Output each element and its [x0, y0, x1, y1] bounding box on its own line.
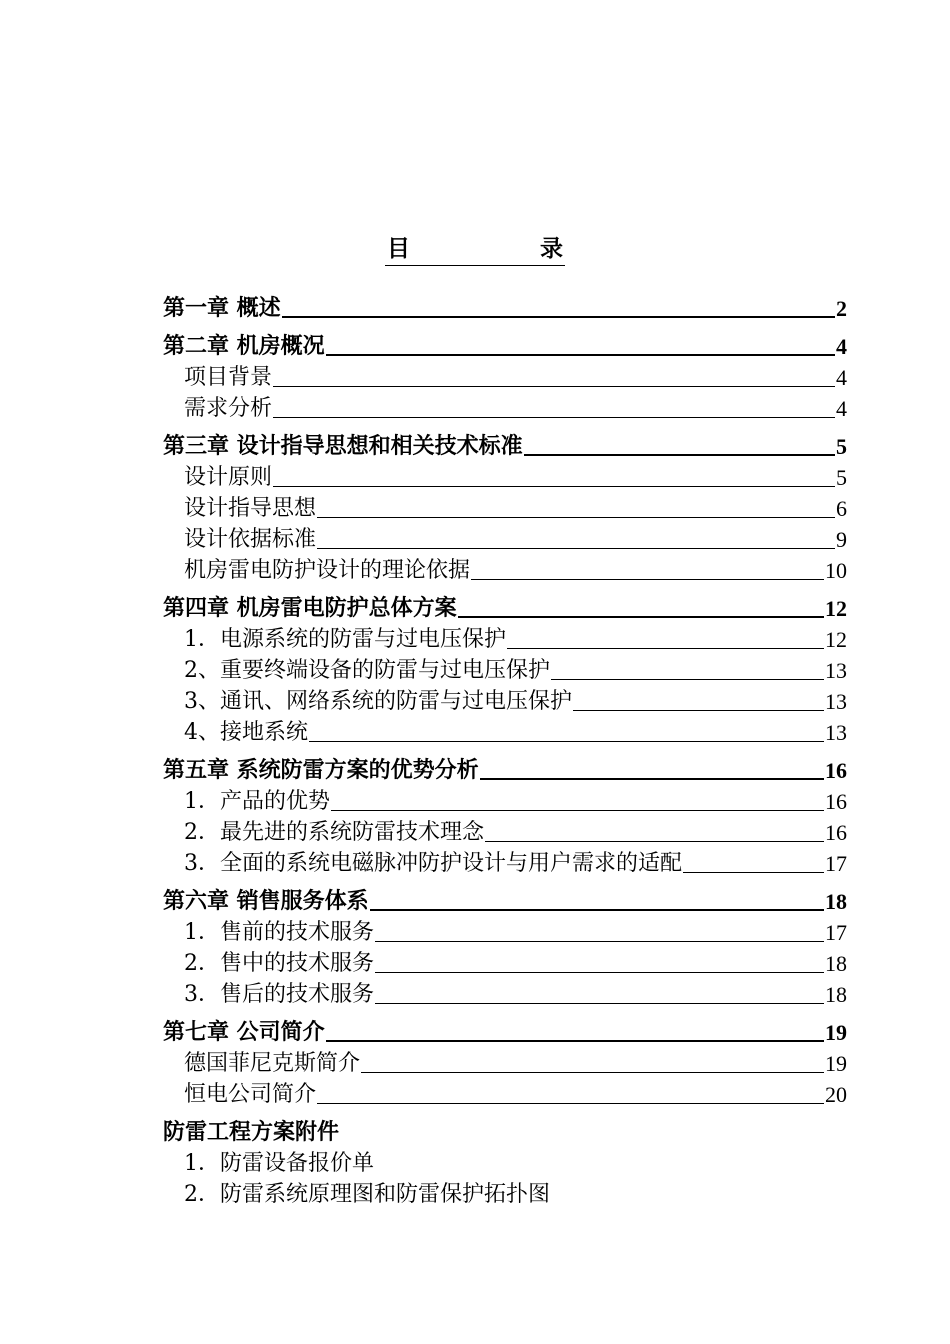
toc-entry-label: 第二章 机房概况 — [163, 333, 325, 359]
toc-leader-line — [551, 679, 824, 680]
toc-section-entry[interactable] — [163, 624, 847, 655]
toc-leader-line — [375, 941, 824, 942]
toc-leader-line — [480, 778, 824, 780]
toc-page-number: 13 — [825, 658, 847, 683]
toc-section-entry[interactable] — [163, 848, 847, 879]
toc-entry-label: 机房雷电防护设计的理论依据 — [184, 558, 471, 583]
toc-leader-line — [375, 1003, 824, 1004]
toc-entry-label: 1．产品的优势 — [184, 789, 330, 814]
toc-entry-label: 德国菲尼克斯简介 — [184, 1051, 361, 1076]
toc-leader-line — [273, 417, 835, 418]
toc-section-entry[interactable] — [163, 493, 847, 524]
toc-page-number: 13 — [825, 720, 847, 745]
toc-page-number: 12 — [825, 627, 847, 652]
toc-page-number: 18 — [825, 951, 847, 976]
toc-page-number: 2 — [836, 296, 847, 321]
toc-leader-line — [471, 579, 824, 580]
toc-entry-label: 第六章 销售服务体系 — [163, 888, 369, 914]
toc-section-entry[interactable] — [163, 948, 847, 979]
toc-page-number: 6 — [836, 496, 847, 521]
toc-title-left: 目 — [387, 235, 410, 262]
toc-entry-label: 2．防雷系统原理图和防雷保护拓扑图 — [184, 1182, 550, 1207]
toc-entry-label: 1．防雷设备报价单 — [184, 1151, 374, 1176]
toc-section-entry[interactable] — [163, 917, 847, 948]
toc-leader-line — [375, 972, 824, 973]
toc-section-entry[interactable] — [163, 362, 847, 393]
toc-chapter-entry[interactable] — [163, 292, 847, 324]
toc-chapter-entry[interactable] — [163, 754, 847, 786]
toc-leader-line — [309, 741, 824, 742]
toc-page-number: 9 — [836, 527, 847, 552]
toc-page-number: 5 — [836, 434, 847, 459]
toc-entry-label: 第七章 公司简介 — [163, 1019, 325, 1045]
toc-entry-label: 第四章 机房雷电防护总体方案 — [163, 595, 457, 621]
toc-leader-line — [282, 316, 835, 318]
toc-entry-label: 第五章 系统防雷方案的优势分析 — [163, 757, 479, 783]
toc-page-number: 4 — [836, 334, 847, 359]
toc-title — [0, 230, 950, 266]
toc-section-entry[interactable] — [163, 462, 847, 493]
toc-leader-line — [326, 354, 835, 356]
toc-page-number: 17 — [825, 920, 847, 945]
toc-page-number: 16 — [825, 820, 847, 845]
toc-section-entry[interactable] — [163, 524, 847, 555]
toc-leader-line — [317, 517, 835, 518]
toc-page-number: 4 — [836, 365, 847, 390]
toc-page-number: 16 — [825, 789, 847, 814]
toc-section-entry[interactable] — [163, 1148, 847, 1179]
toc-page-number: 20 — [825, 1082, 847, 1107]
toc-page-number: 18 — [825, 889, 847, 914]
toc-chapter-entry[interactable] — [163, 1016, 847, 1048]
toc-entry-label: 需求分析 — [184, 396, 273, 421]
toc-page-number: 19 — [825, 1051, 847, 1076]
toc-chapter-entry[interactable] — [163, 330, 847, 362]
toc-section-entry[interactable] — [163, 393, 847, 424]
toc-page-number: 19 — [825, 1020, 847, 1045]
toc-page-number: 5 — [836, 465, 847, 490]
toc-chapter-entry[interactable] — [163, 1116, 847, 1148]
toc-leader-line — [273, 386, 835, 387]
toc-section-entry[interactable] — [163, 686, 847, 717]
toc-section-entry[interactable] — [163, 1048, 847, 1079]
toc-entry-label: 2、重要终端设备的防雷与过电压保护 — [184, 658, 550, 683]
toc-leader-line — [683, 872, 824, 873]
toc-entry-label: 3．全面的系统电磁脉冲防护设计与用户需求的适配 — [184, 851, 682, 876]
toc-leader-line — [331, 810, 824, 811]
toc-leader-line — [326, 1040, 824, 1042]
toc-chapter-entry[interactable] — [163, 430, 847, 462]
toc-entry-label: 1．售前的技术服务 — [184, 920, 374, 945]
toc-page-number: 12 — [825, 596, 847, 621]
toc-leader-line — [317, 1103, 824, 1104]
toc-section-entry[interactable] — [163, 817, 847, 848]
toc-leader-line — [485, 841, 824, 842]
toc-entry-label: 项目背景 — [184, 365, 273, 390]
toc-leader-line — [361, 1072, 824, 1073]
toc-leader-line — [273, 486, 835, 487]
table-of-contents — [163, 292, 847, 1210]
toc-entry-label: 2．售中的技术服务 — [184, 951, 374, 976]
toc-page-number: 16 — [825, 758, 847, 783]
toc-page-number: 18 — [825, 982, 847, 1007]
toc-entry-label: 恒电公司简介 — [184, 1082, 317, 1107]
toc-page-number: 4 — [836, 396, 847, 421]
toc-section-entry[interactable] — [163, 1179, 847, 1210]
toc-entry-label: 1．电源系统的防雷与过电压保护 — [184, 627, 506, 652]
toc-page-number: 13 — [825, 689, 847, 714]
toc-leader-line — [524, 454, 835, 456]
toc-entry-label: 3、通讯、网络系统的防雷与过电压保护 — [184, 689, 572, 714]
toc-entry-label: 3．售后的技术服务 — [184, 982, 374, 1007]
toc-section-entry[interactable] — [163, 555, 847, 586]
toc-entry-label: 防雷工程方案附件 — [163, 1119, 340, 1145]
toc-section-entry[interactable] — [163, 717, 847, 748]
toc-page-number: 17 — [825, 851, 847, 876]
toc-leader-line — [317, 548, 835, 549]
toc-entry-label: 第三章 设计指导思想和相关技术标准 — [163, 433, 523, 459]
toc-entry-label: 2．最先进的系统防雷技术理念 — [184, 820, 484, 845]
toc-entry-label: 设计指导思想 — [184, 496, 317, 521]
toc-leader-line — [573, 710, 824, 711]
toc-section-entry[interactable] — [163, 655, 847, 686]
toc-section-entry[interactable] — [163, 786, 847, 817]
toc-title-right: 录 — [540, 235, 563, 262]
toc-section-entry[interactable] — [163, 1079, 847, 1110]
toc-leader-line — [507, 648, 824, 649]
toc-entry-label: 设计依据标准 — [184, 527, 317, 552]
toc-section-entry[interactable] — [163, 979, 847, 1010]
toc-chapter-entry[interactable] — [163, 885, 847, 917]
toc-entry-label: 设计原则 — [184, 465, 273, 490]
toc-page-number: 10 — [825, 558, 847, 583]
toc-leader-line — [458, 616, 824, 618]
toc-entry-label: 4、接地系统 — [184, 720, 308, 745]
toc-leader-line — [370, 909, 824, 911]
toc-entry-label: 第一章 概述 — [163, 295, 281, 321]
toc-chapter-entry[interactable] — [163, 592, 847, 624]
